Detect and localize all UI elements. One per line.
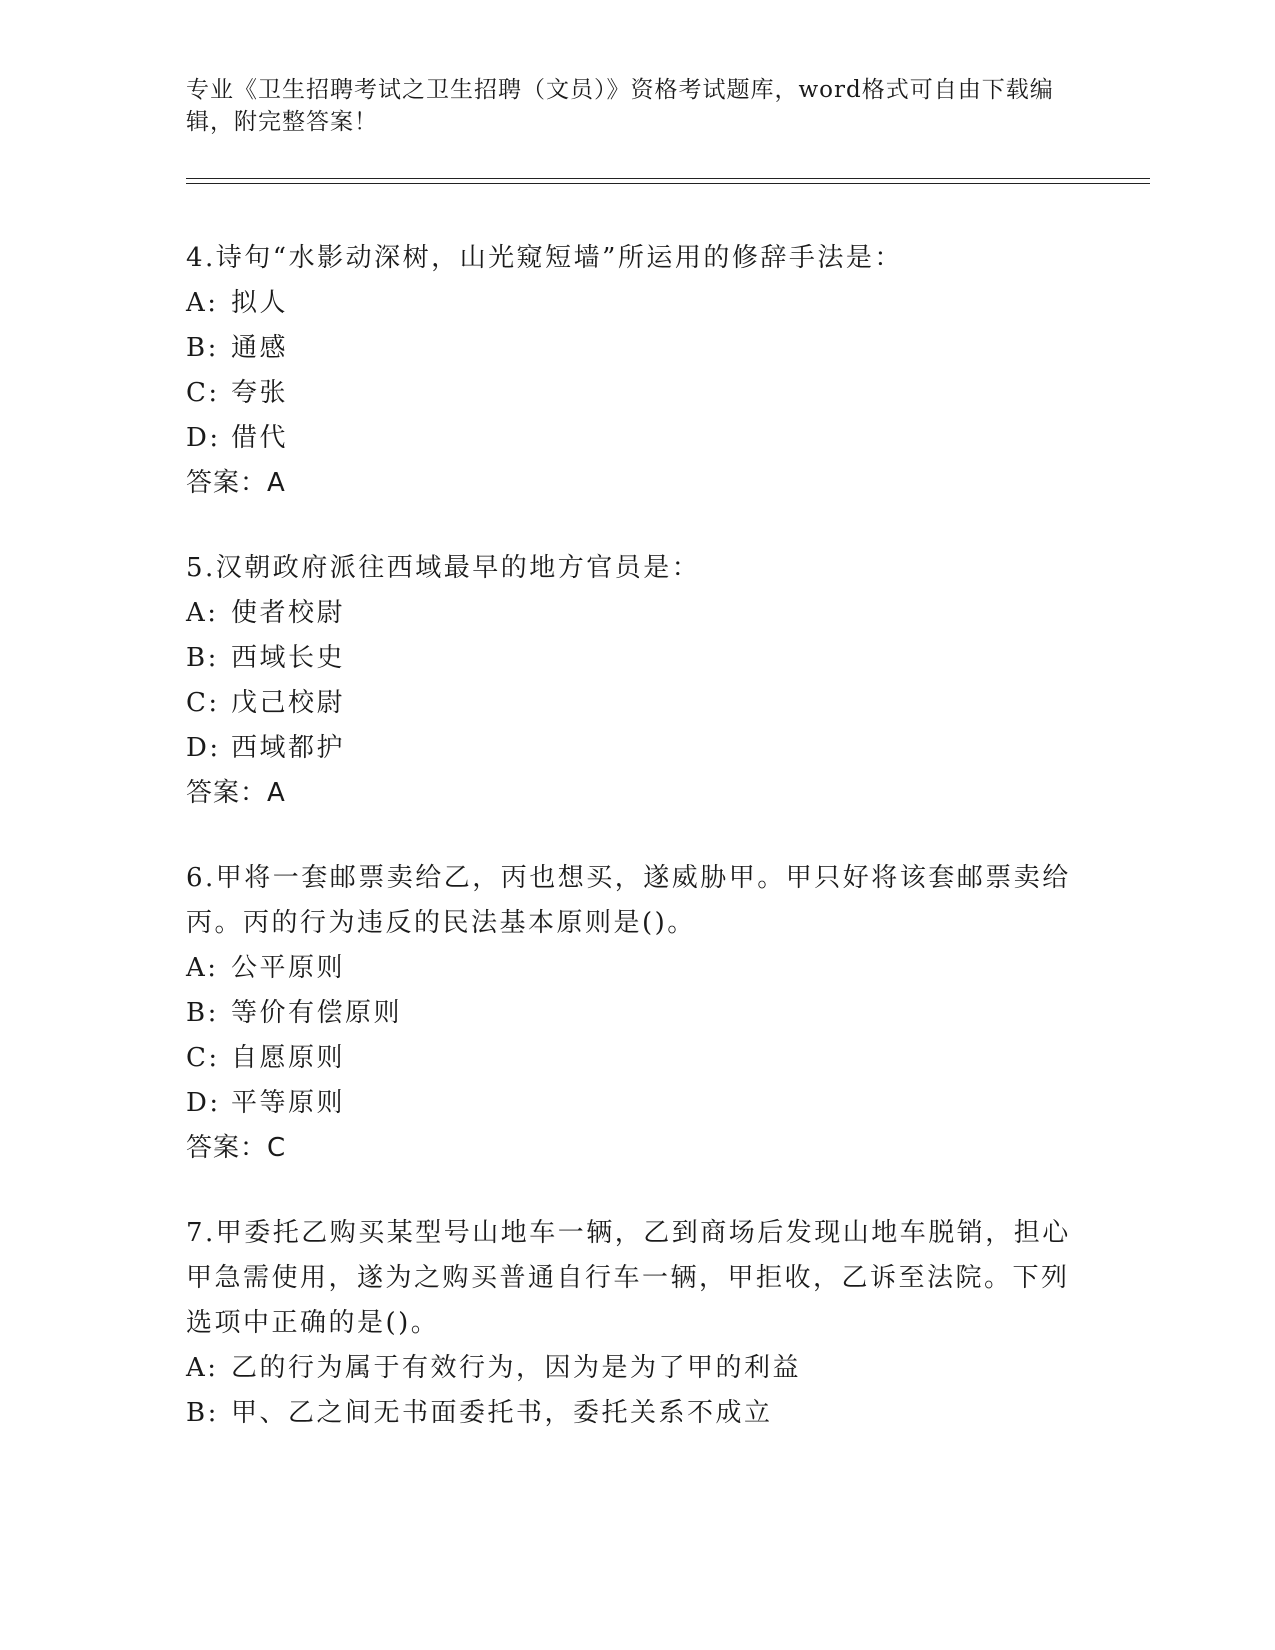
option-letter: C:: [186, 688, 220, 718]
option-text: 借代: [231, 423, 289, 453]
question-5: [186, 546, 1086, 816]
option-a: [186, 946, 1086, 991]
option-letter: D:: [186, 423, 221, 453]
option-c: [186, 371, 1086, 416]
document-header: 专业《卫生招聘考试之卫生招聘（文员）》资格考试题库，word格式可自由下载编辑，附完整答案！: [186, 77, 1054, 135]
question-stem: 6.甲将一套邮票卖给乙，丙也想买，遂威胁甲。甲只好将该套邮票卖给丙。丙的行为违反的民法基本原则是()。: [186, 863, 1071, 938]
option-text: 自愿原则: [231, 1043, 346, 1073]
header-divider-bottom: [186, 183, 1150, 184]
option-d: [186, 1081, 1086, 1126]
option-letter: C:: [186, 1043, 220, 1073]
option-letter: C:: [186, 378, 220, 408]
option-d: [186, 416, 1086, 461]
option-letter: B:: [186, 643, 219, 673]
question-stem: 4.诗句“水影动深树，山光窥短墙”所运用的修辞手法是：: [186, 243, 903, 273]
option-letter: A:: [186, 953, 219, 983]
question-stem: 5.汉朝政府派往西域最早的地方官员是：: [186, 553, 701, 583]
answer-line: 答案：A: [186, 468, 286, 498]
option-a: [186, 1346, 1086, 1391]
header-divider-top: [186, 178, 1150, 179]
option-a: [186, 591, 1086, 636]
option-b: [186, 326, 1086, 371]
option-c: [186, 1036, 1086, 1081]
answer-line: 答案：C: [186, 1133, 287, 1163]
question-7: [186, 1211, 1086, 1436]
answer-line: 答案：A: [186, 778, 286, 808]
option-d: [186, 726, 1086, 771]
question-stem: 7.甲委托乙购买某型号山地车一辆，乙到商场后发现山地车脱销，担心甲急需使用，遂为之购买普通自行车一辆，甲拒收，乙诉至法院。下列选项中正确的是()。: [186, 1218, 1071, 1338]
option-letter: D:: [186, 733, 221, 763]
option-letter: A:: [186, 1353, 219, 1383]
option-letter: D:: [186, 1088, 221, 1118]
option-letter: B:: [186, 333, 219, 363]
option-text: 西域都护: [231, 733, 346, 763]
option-letter: A:: [186, 598, 219, 628]
option-a: [186, 281, 1086, 326]
option-letter: A:: [186, 288, 219, 318]
option-b: [186, 636, 1086, 681]
option-b: [186, 1391, 1086, 1436]
option-text: 戊己校尉: [231, 688, 346, 718]
option-text: 西域长史: [231, 643, 346, 673]
option-text: 夸张: [231, 378, 289, 408]
question-4: [186, 236, 1086, 506]
option-text: 通感: [231, 333, 289, 363]
option-letter: B:: [186, 998, 219, 1028]
option-text: 平等原则: [231, 1088, 346, 1118]
option-text: 使者校尉: [231, 598, 346, 628]
option-text: 乙的行为属于有效行为，因为是为了甲的利益: [231, 1353, 802, 1383]
option-text: 公平原则: [231, 953, 346, 983]
option-c: [186, 681, 1086, 726]
question-list: [186, 236, 1086, 1476]
option-b: [186, 991, 1086, 1036]
option-text: 甲、乙之间无书面委托书，委托关系不成立: [231, 1398, 773, 1428]
option-letter: B:: [186, 1398, 219, 1428]
option-text: 拟人: [231, 288, 289, 318]
option-text: 等价有偿原则: [231, 998, 403, 1028]
question-6: [186, 856, 1086, 1171]
